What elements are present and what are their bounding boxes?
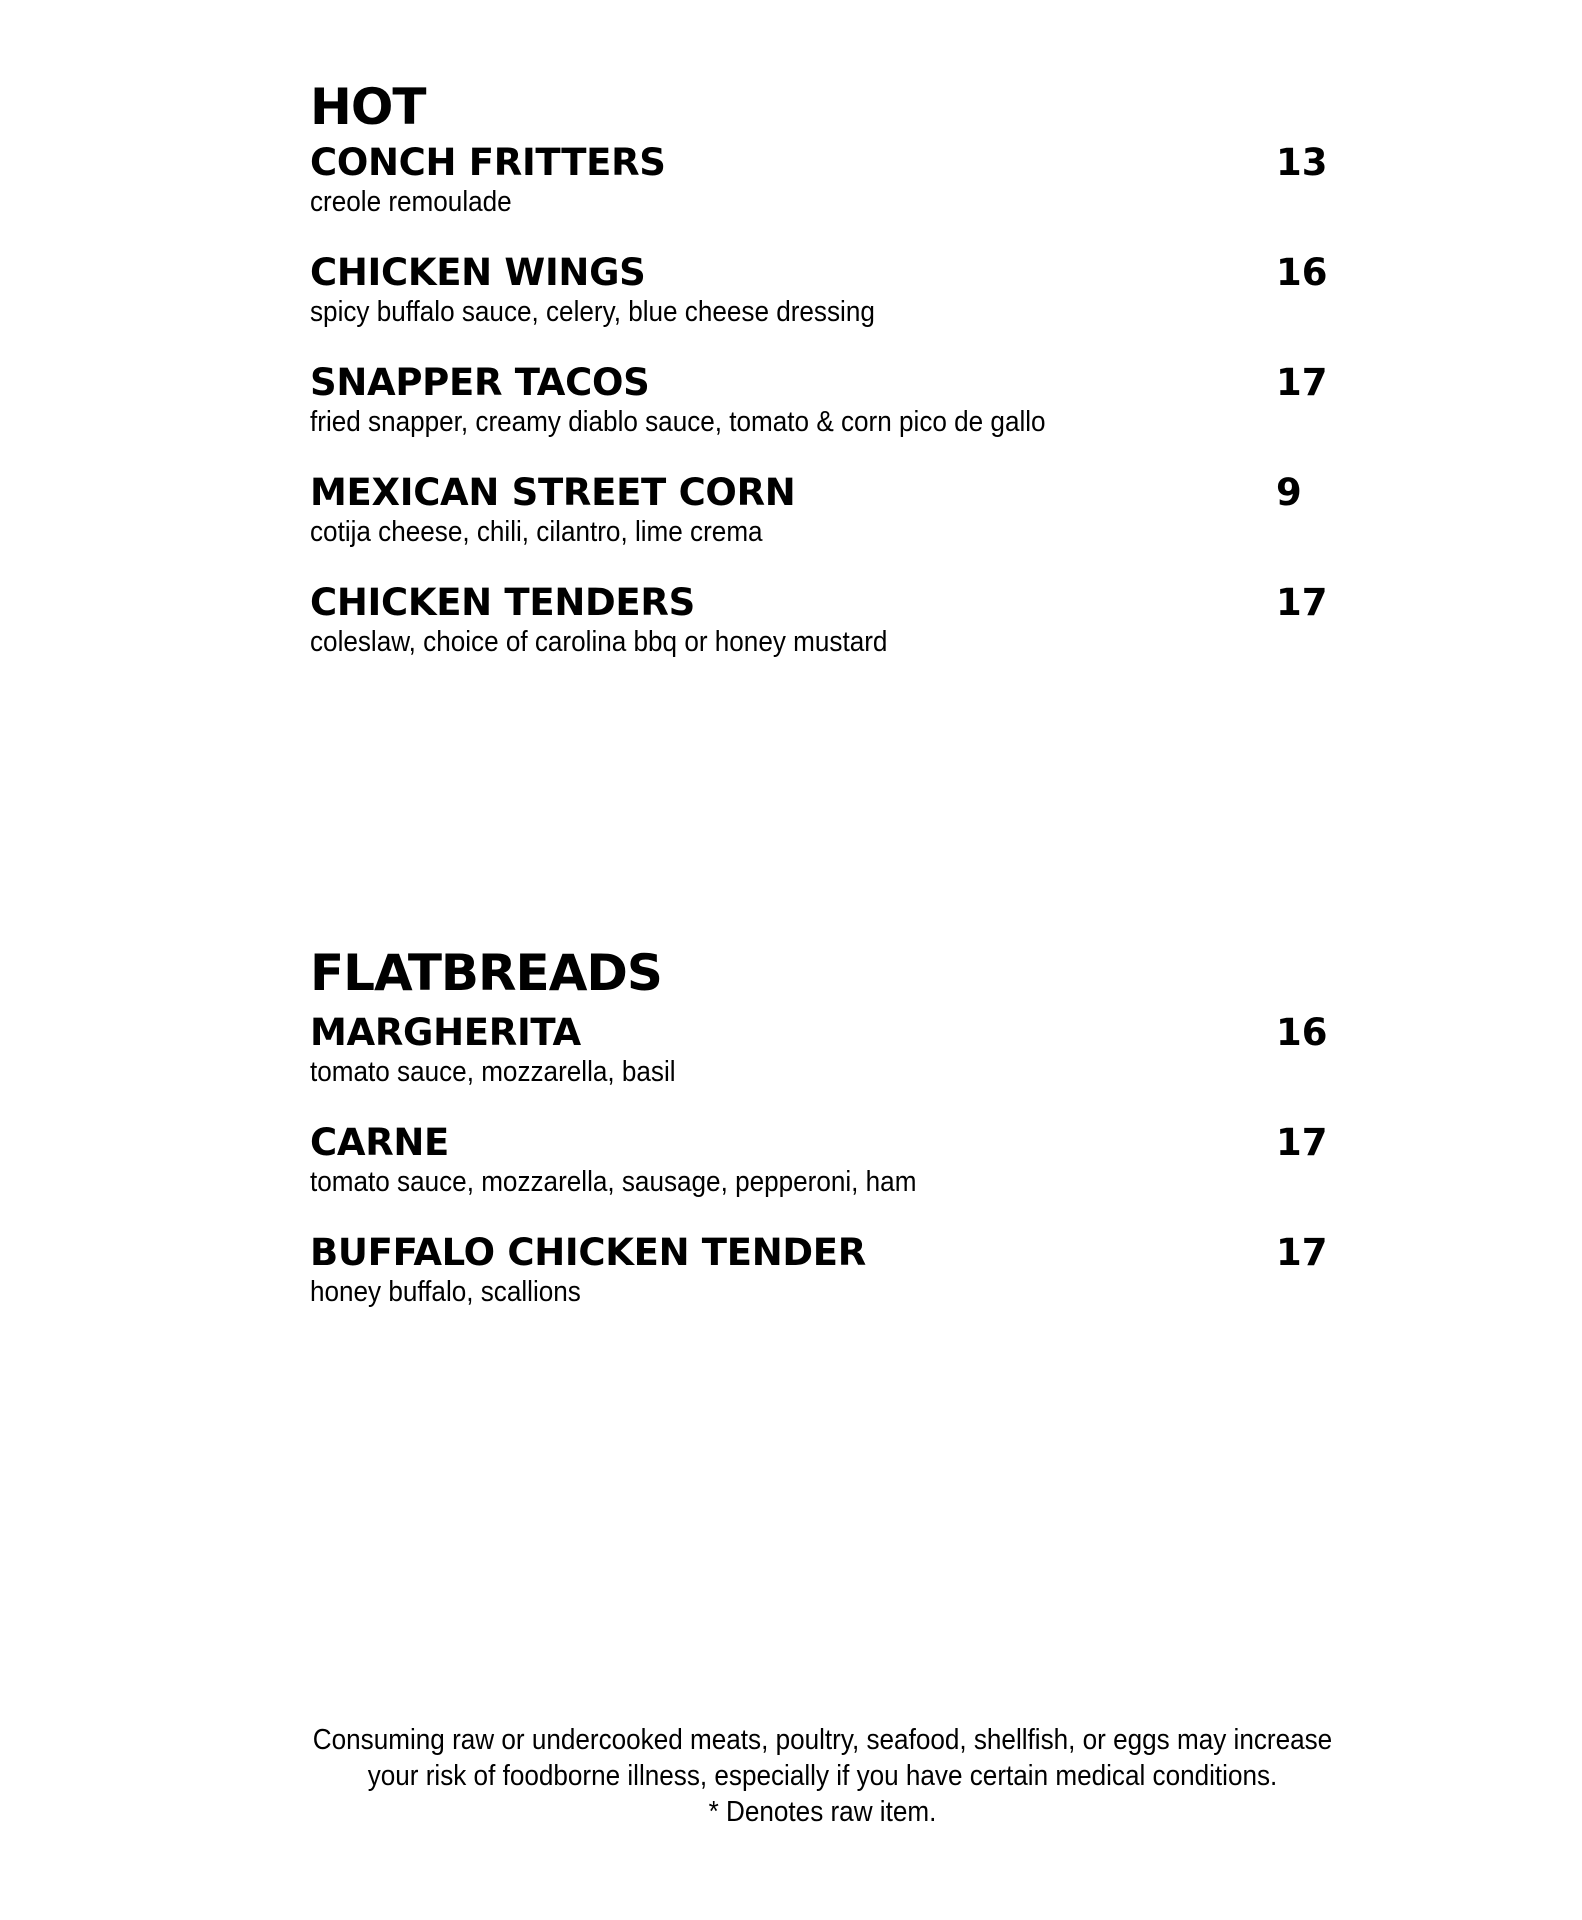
section-title-flatbreads: FLATBREADS <box>310 944 662 1002</box>
raw-item-note: * Denotes raw item. <box>708 1796 937 1828</box>
item-name: SNAPPER TACOS <box>310 361 650 404</box>
item-name: MEXICAN STREET CORN <box>310 471 796 514</box>
item-description: honey buffalo, scallions <box>310 1276 581 1308</box>
menu-item-conch-fritters <box>310 141 1328 219</box>
item-price: 17 <box>1276 1121 1328 1164</box>
item-name: BUFFALO CHICKEN TENDER <box>310 1231 866 1274</box>
disclaimer-line: Consuming raw or undercooked meats, poultry, seafood, shellfish, or eggs may increase <box>312 1724 1333 1756</box>
item-price: 17 <box>1276 1231 1328 1274</box>
item-price: 16 <box>1276 251 1328 294</box>
section-title-hot: HOT <box>310 78 426 136</box>
item-name: CONCH FRITTERS <box>310 141 666 184</box>
item-name: CHICKEN WINGS <box>310 251 646 294</box>
item-description: tomato sauce, mozzarella, basil <box>310 1056 676 1088</box>
disclaimer-line: your risk of foodborne illness, especially if you have certain medical conditions. <box>367 1760 1278 1792</box>
menu-item-margherita <box>310 1011 1328 1089</box>
food-safety-disclaimer <box>240 1722 1405 1830</box>
item-price: 13 <box>1276 141 1328 184</box>
item-name: CHICKEN TENDERS <box>310 581 695 624</box>
menu-item-chicken-tenders <box>310 581 1328 659</box>
item-description: creole remoulade <box>310 186 512 218</box>
item-description: coleslaw, choice of carolina bbq or honey mustard <box>310 626 888 658</box>
item-name: MARGHERITA <box>310 1011 581 1054</box>
menu-item-buffalo-chicken-tender <box>310 1231 1328 1309</box>
menu-item-snapper-tacos <box>310 361 1328 439</box>
item-price: 17 <box>1276 361 1328 404</box>
item-description: cotija cheese, chili, cilantro, lime crema <box>310 516 763 548</box>
item-price: 17 <box>1276 581 1328 624</box>
item-price: 9 <box>1276 471 1302 514</box>
item-description: spicy buffalo sauce, celery, blue cheese dressing <box>310 296 875 328</box>
menu-item-carne <box>310 1121 1328 1199</box>
menu-item-mexican-street-corn <box>310 471 1325 549</box>
item-description: tomato sauce, mozzarella, sausage, pepperoni, ham <box>310 1166 917 1198</box>
item-description: fried snapper, creamy diablo sauce, tomato & corn pico de gallo <box>310 406 1046 438</box>
item-price: 16 <box>1276 1011 1328 1054</box>
item-name: CARNE <box>310 1121 450 1164</box>
menu-item-chicken-wings <box>310 251 1328 329</box>
